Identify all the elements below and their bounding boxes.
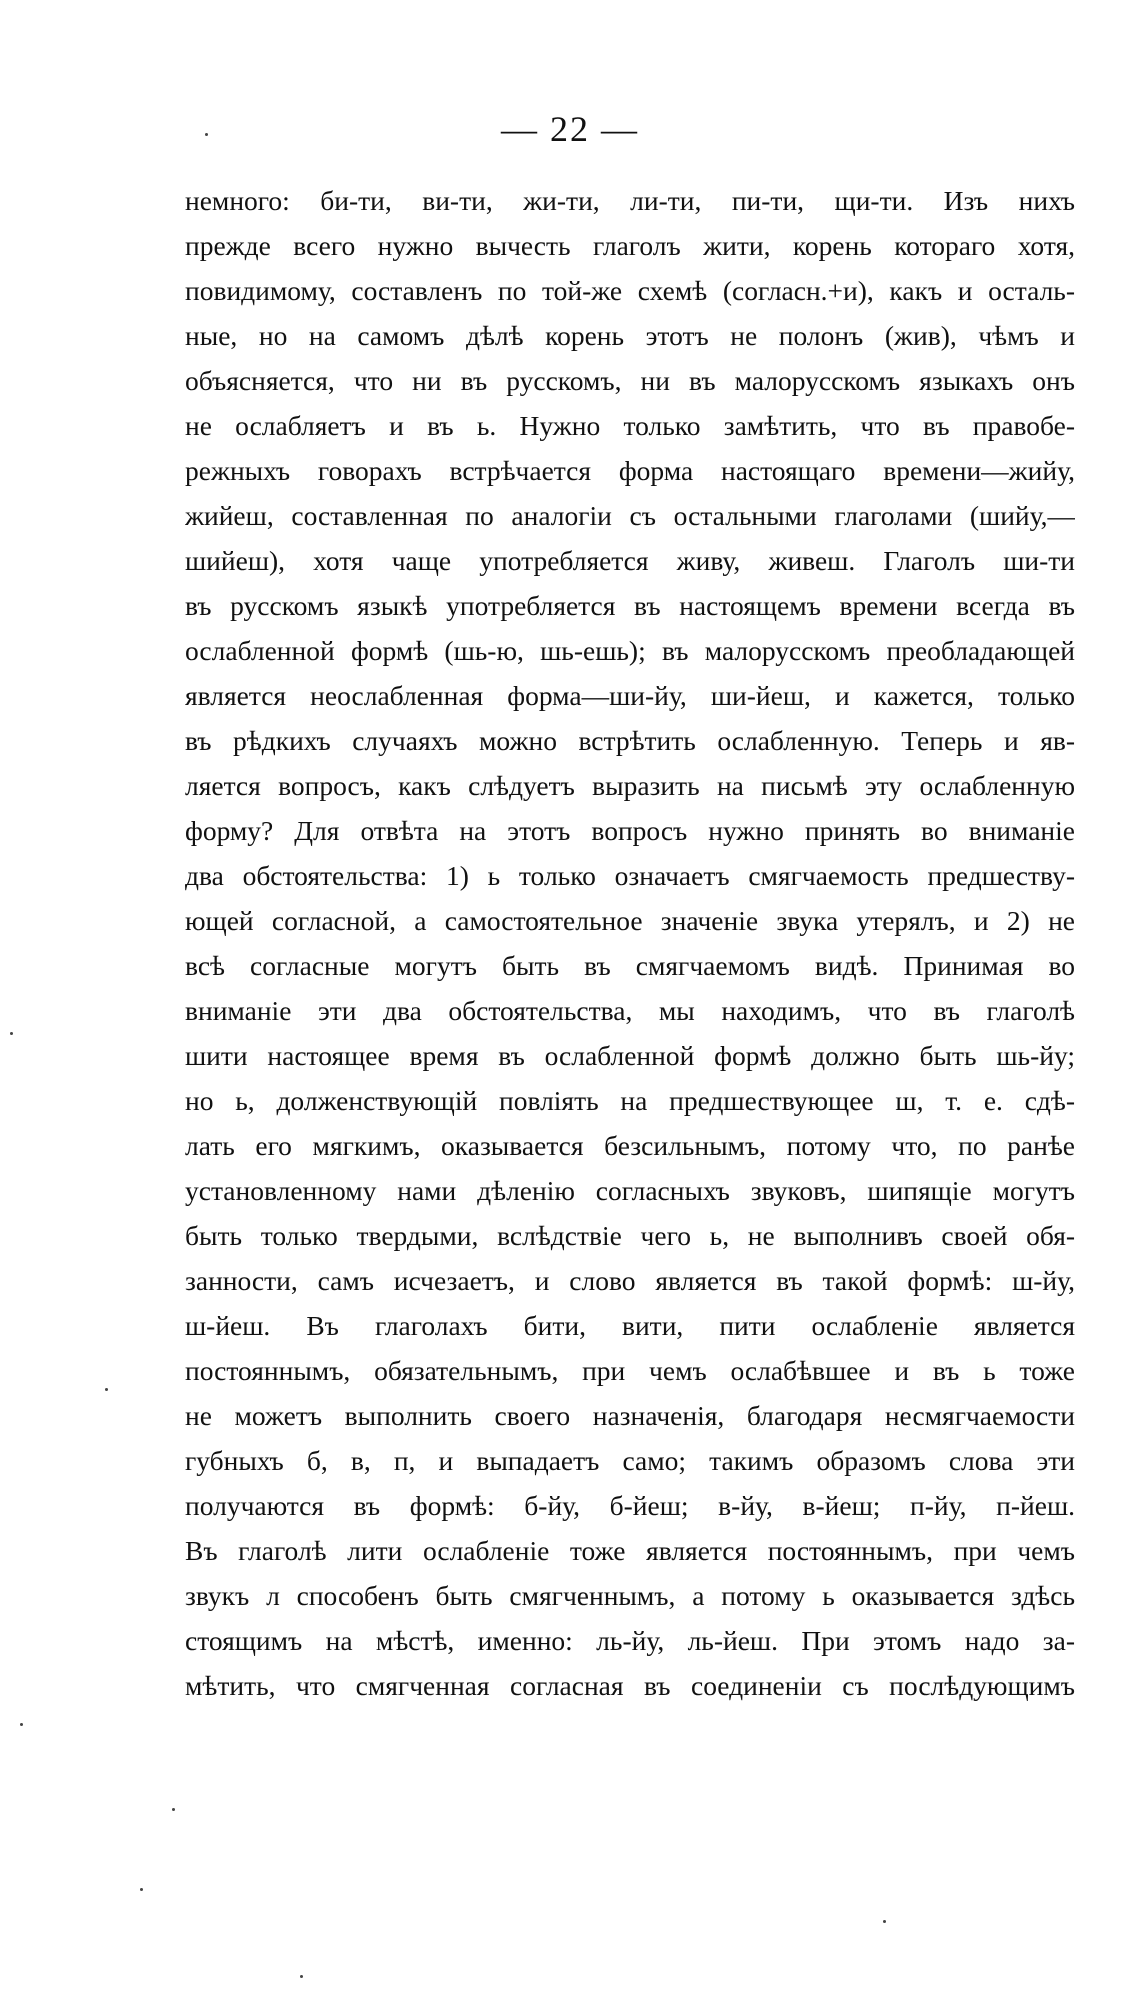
text-line: форму? Для отвѣта на этотъ вопросъ нужно принять во вниманіе bbox=[185, 815, 1075, 846]
text-line: повидимому, составленъ по той-же схемѣ (согласн.+и), какъ и осталь- bbox=[185, 275, 1075, 306]
text-line: ющей согласной, а самостоятельное значеніе звука утерялъ, и 2) не bbox=[185, 905, 1075, 936]
text-line: шийеш), хотя чаще употребляется живу, живеш. Глаголъ ши-ти bbox=[185, 545, 1075, 576]
text-line: постояннымъ, обязательнымъ, при чемъ ослабѣвшее и въ ь тоже bbox=[185, 1355, 1075, 1386]
text-line: ш-йеш. Въ глаголахъ бити, вити, пити ослабленіе является bbox=[185, 1310, 1075, 1341]
text-line: стоящимъ на мѣстѣ, именно: ль-йу, ль-йеш. При этомъ надо за- bbox=[185, 1625, 1075, 1656]
scan-speck bbox=[140, 1888, 143, 1891]
text-line: режныхъ говорахъ встрѣчается форма настоящаго времени—жийу, bbox=[185, 455, 1075, 486]
text-line: мѣтить, что смягченная согласная въ соединеніи съ послѣдующимъ bbox=[185, 1670, 1075, 1701]
text-line: прежде всего нужно вычесть глаголъ жити, корень котораго хотя, bbox=[185, 230, 1075, 261]
text-line: въ русскомъ языкѣ употребляется въ настоящемъ времени всегда въ bbox=[185, 590, 1075, 621]
text-line: не можетъ выполнить своего назначенія, благодаря несмягчаемости bbox=[185, 1400, 1075, 1431]
text-line: немного: би-ти, ви-ти, жи-ти, ли-ти, пи-ти, щи-ти. Изъ нихъ bbox=[185, 185, 1075, 216]
scan-speck bbox=[105, 1388, 108, 1391]
text-line: ляется вопросъ, какъ слѣдуетъ выразить на письмѣ эту ослабленную bbox=[185, 770, 1075, 801]
scan-speck bbox=[205, 133, 208, 136]
text-line: шити настоящее время въ ослабленной формѣ должно быть шь-йу; bbox=[185, 1040, 1075, 1071]
scan-speck bbox=[20, 1723, 23, 1726]
text-line: установленному нами дѣленію согласныхъ звуковъ, шипящіе могутъ bbox=[185, 1175, 1075, 1206]
text-line: занности, самъ исчезаетъ, и слово является въ такой формѣ: ш-йу, bbox=[185, 1265, 1075, 1296]
text-line: лать его мягкимъ, оказывается безсильнымъ, потому что, по ранѣе bbox=[185, 1130, 1075, 1161]
text-line: Въ глаголѣ лити ослабленіе тоже является постояннымъ, при чемъ bbox=[185, 1535, 1075, 1566]
page-number: — 22 — bbox=[501, 109, 639, 149]
text-line: является неослабленная форма—ши-йу, ши-йеш, и кажется, только bbox=[185, 680, 1075, 711]
text-line: звукъ л способенъ быть смягченнымъ, а потому ь оказывается здѣсь bbox=[185, 1580, 1075, 1611]
scan-speck bbox=[883, 1920, 886, 1923]
text-line: не ослабляетъ и въ ь. Нужно только замѣтить, что въ правобе- bbox=[185, 410, 1075, 441]
text-line: ослабленной формѣ (шь-ю, шь-ешь); въ малорусскомъ преобладающей bbox=[185, 635, 1075, 666]
text-line: въ рѣдкихъ случаяхъ можно встрѣтить ослабленную. Теперь и яв- bbox=[185, 725, 1075, 756]
body-text bbox=[185, 178, 1075, 1708]
text-line: два обстоятельства: 1) ь только означаетъ смягчаемость предшеству- bbox=[185, 860, 1075, 891]
text-line: получаются въ формѣ: б-йу, б-йеш; в-йу, в-йеш; п-йу, п-йеш. bbox=[185, 1490, 1075, 1521]
scan-speck bbox=[300, 1975, 303, 1978]
text-line: объясняется, что ни въ русскомъ, ни въ малорусскомъ языкахъ онъ bbox=[185, 365, 1075, 396]
text-line: губныхъ б, в, п, и выпадаетъ само; такимъ образомъ слова эти bbox=[185, 1445, 1075, 1476]
text-line: жийеш, составленная по аналогіи съ остальными глаголами (шийу,— bbox=[185, 500, 1075, 531]
text-line: всѣ согласные могутъ быть въ смягчаемомъ видѣ. Принимая во bbox=[185, 950, 1075, 981]
scan-speck bbox=[172, 1808, 175, 1811]
text-line: но ь, долженствующій повліять на предшествующее ш, т. е. сдѣ- bbox=[185, 1085, 1075, 1116]
text-line: вниманіе эти два обстоятельства, мы находимъ, что въ глаголѣ bbox=[185, 995, 1075, 1026]
text-line: быть только твердыми, вслѣдствіе чего ь, не выполнивъ своей обя- bbox=[185, 1220, 1075, 1251]
scan-speck bbox=[10, 1032, 13, 1035]
text-line: ные, но на самомъ дѣлѣ корень этотъ не полонъ (жив), чѣмъ и bbox=[185, 320, 1075, 351]
